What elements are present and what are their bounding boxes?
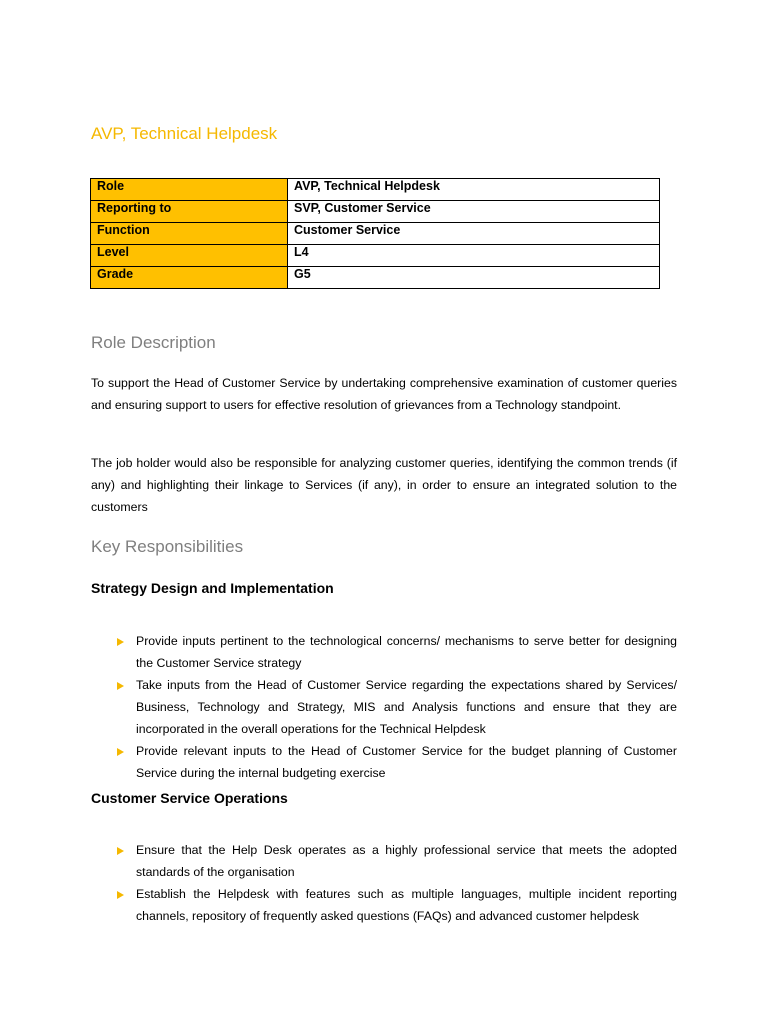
operations-section-heading: Customer Service Operations (91, 790, 288, 806)
strategy-bullet-list (91, 630, 677, 784)
role-description-paragraph: The job holder would also be responsible for analyzing customer queries, identifying the common trends (if any) and highlighting their linkage to Services (if any), in order to ensure an integrated solution to the customers (91, 456, 677, 514)
list-item (91, 674, 677, 740)
table-value-cell: Customer Service (288, 223, 660, 245)
list-item (91, 630, 677, 674)
list-item (91, 740, 677, 784)
list-item-text: Establish the Helpdesk with features such as multiple languages, multiple incident reporting channels, repository of frequently asked questions (FAQs) and advanced customer helpdesk (136, 887, 677, 923)
table-value-cell: AVP, Technical Helpdesk (288, 179, 660, 201)
table-label-cell: Role (91, 179, 288, 201)
list-item-text: Ensure that the Help Desk operates as a highly professional service that meets the adopted standards of the organisation (136, 843, 677, 879)
list-item-text: Provide inputs pertinent to the technological concerns/ mechanisms to serve better for designing the Customer Service strategy (136, 634, 677, 670)
list-item (91, 839, 677, 883)
role-description-heading: Role Description (91, 333, 216, 352)
key-responsibilities-heading: Key Responsibilities (91, 537, 244, 556)
operations-bullet-list (91, 839, 677, 927)
list-item-text: Take inputs from the Head of Customer Service regarding the expectations shared by Services/ Business, Technology and Strategy, MIS and Analysis functions and ensure that they are incorporated in the overall operations for the Technical Helpdesk (136, 678, 677, 736)
bullet-arrow-icon (117, 638, 124, 646)
table-label-cell: Grade (91, 267, 288, 289)
document-title: AVP, Technical Helpdesk (91, 124, 278, 143)
role-description-paragraph: To support the Head of Customer Service by undertaking comprehensive examination of customer queries and ensuring support to users for effective resolution of grievances from a Technology standpoint. (91, 376, 677, 412)
strategy-section-heading: Strategy Design and Implementation (91, 580, 334, 596)
bullet-arrow-icon (117, 682, 124, 690)
table-row (91, 179, 660, 201)
table-value-cell: G5 (288, 267, 660, 289)
role-summary-table (90, 178, 660, 289)
table-label-cell: Level (91, 245, 288, 267)
table-label-cell: Function (91, 223, 288, 245)
table-row (91, 201, 660, 223)
table-row (91, 267, 660, 289)
bullet-arrow-icon (117, 847, 124, 855)
table-row (91, 245, 660, 267)
table-value-cell: L4 (288, 245, 660, 267)
table-value-cell: SVP, Customer Service (288, 201, 660, 223)
bullet-arrow-icon (117, 748, 124, 756)
list-item (91, 883, 677, 927)
table-label-cell: Reporting to (91, 201, 288, 223)
table-row (91, 223, 660, 245)
list-item-text: Provide relevant inputs to the Head of Customer Service for the budget planning of Customer Service during the internal budgeting exercise (136, 744, 677, 780)
bullet-arrow-icon (117, 891, 124, 899)
